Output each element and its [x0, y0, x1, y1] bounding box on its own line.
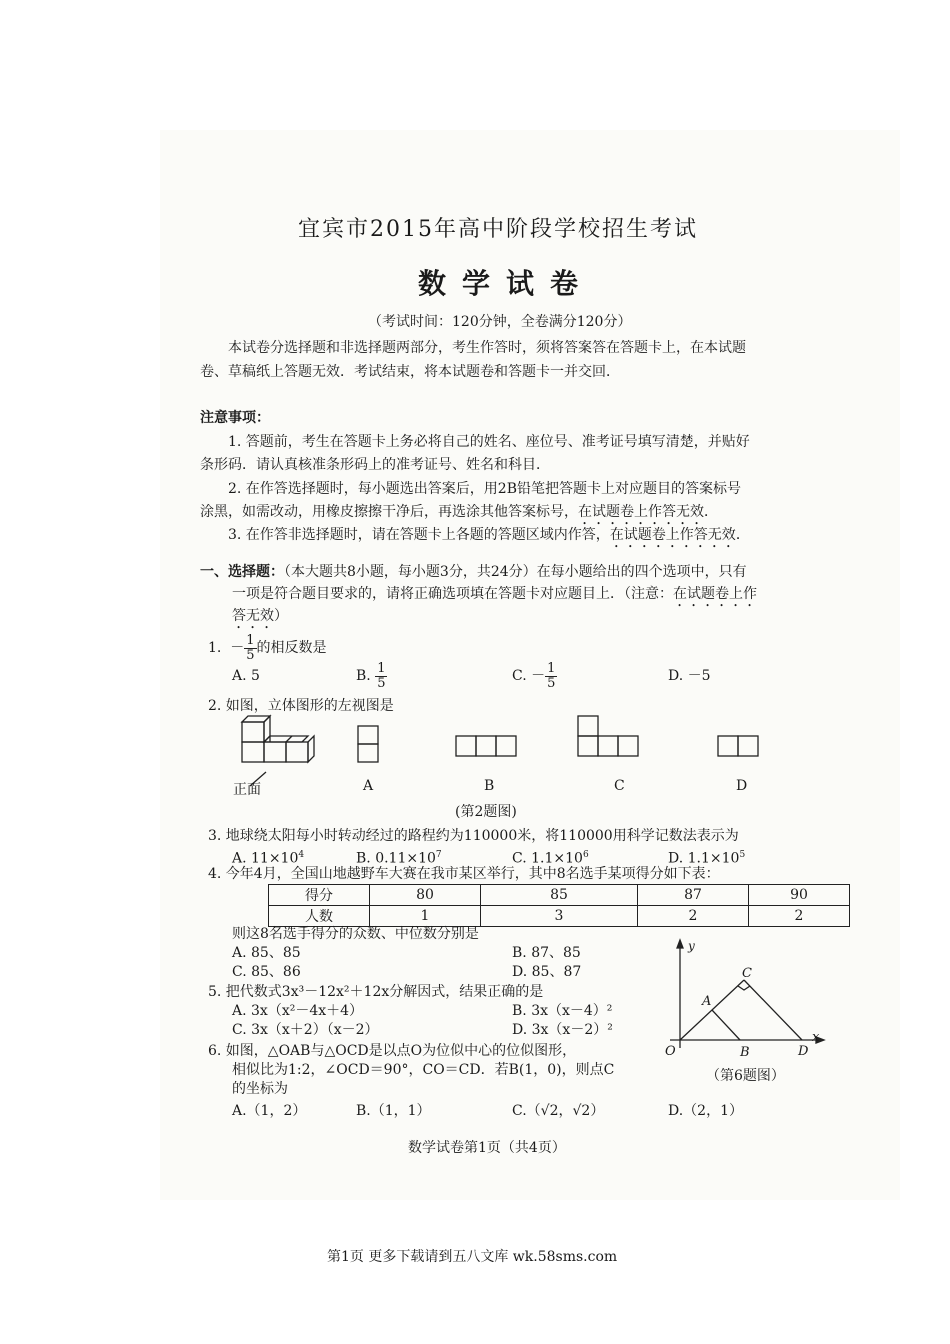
q6-fig-c: C [742, 966, 752, 981]
option-d-view [718, 736, 758, 756]
question-3: 3. 地球绕太阳每小时转动经过的路程约为110000米，将110000用科学记数法表示为 [208, 828, 739, 844]
q6-fig-x: x [812, 1030, 820, 1045]
q1-option-d: D. －5 [668, 668, 711, 684]
table-cell: 85 [481, 885, 638, 906]
y-axis-arrow [677, 940, 683, 948]
q1-fraction: $\frac{1}{5}$ [246, 632, 255, 663]
question-6-line-3: 的坐标为 [232, 1081, 288, 1097]
q6-option-d: D.（2，1） [668, 1103, 743, 1119]
section-1-heading: 一、选择题： [200, 564, 284, 580]
option-a-view [358, 726, 378, 762]
table-cell: 3 [481, 906, 638, 927]
table-cell: 2 [749, 906, 850, 927]
question-4: 4. 今年4月，全国山地越野车大赛在我市某区举行，其中8名选手某项得分如下表： [208, 866, 720, 882]
section-1-line-3: 答无效） [232, 608, 288, 624]
q4-option-a: A. 85、85 [232, 945, 301, 961]
table-cell: 人数 [269, 906, 370, 927]
q3-option-a: A. $11\times 10^4$ [232, 850, 305, 867]
table-cell: 90 [749, 885, 850, 906]
q3-option-b: B. $0.11\times 10^7$ [356, 850, 442, 867]
q2-caption: (第2题图) [455, 804, 517, 820]
q4-question: 则这8名选手得分的众数、中位数分别是 [232, 926, 479, 942]
q6-option-b: B.（1，1） [356, 1103, 431, 1119]
notice-heading: 注意事项： [200, 410, 270, 426]
notice-3-emphasis: 在试题卷上作答无效 [609, 527, 736, 543]
q6-fig-a: A [702, 994, 712, 1009]
q1-option-c: C. － $\frac{1}{5}$ [512, 660, 556, 691]
table-cell: 2 [638, 906, 749, 927]
subject-title: 数学试卷 [418, 267, 595, 300]
table-cell: 1 [370, 906, 481, 927]
q2-option-c: C [614, 778, 625, 794]
table-row [269, 885, 850, 906]
q6-fig-y: y [688, 939, 695, 953]
q2-option-a: A [363, 778, 374, 794]
q2-option-b: B [484, 778, 495, 794]
q1-option-a: A. 5 [232, 668, 260, 684]
download-note: 第1页 更多下载请到五八文库 wk.58sms.com [327, 1249, 618, 1265]
page-number: 数学试卷第1页（共4页） [408, 1140, 566, 1156]
right-angle-mark [738, 986, 750, 990]
segment-ab [712, 1010, 740, 1040]
q1-option-b: B. $\frac{1}{5}$ [356, 660, 386, 691]
q5-option-b: B. 3x（x－4）² [512, 1003, 613, 1019]
q5-option-c: C. 3x（x＋2）（x－2） [232, 1022, 379, 1038]
notice-1-line-2: 条形码．请认真核准条形码上的准考证号、姓名和科目． [200, 457, 550, 473]
section-1-line-1: 一、选择题：（本大题共8小题，每小题3分，共24分）在每小题给出的四个选项中，只有 [200, 564, 747, 580]
q4-option-d: D. 85、87 [512, 964, 582, 980]
q2-option-d: D [736, 778, 748, 794]
q4-score-table [268, 884, 850, 927]
q3-option-d: D. $1.1\times 10^5$ [668, 850, 746, 867]
exam-title: 宜宾市2015年高中阶段学校招生考试 [298, 217, 698, 242]
notice-2-emphasis: 在试题卷上作答无效 [578, 504, 704, 520]
table-cell: 得分 [269, 885, 370, 906]
option-b-view [456, 736, 516, 756]
exam-time: （考试时间：120分钟，全卷满分120分） [368, 314, 632, 330]
question-6-line-1: 6. 如图，△OAB与△OCD是以点O为位似中心的位似图形， [208, 1043, 577, 1059]
q5-option-d: D. 3x（x－2）² [512, 1022, 613, 1038]
notice-2-line-1: 2. 在作答选择题时，每小题选出答案后，用2B铅笔把答题卡上对应题目的答案标号 [228, 481, 742, 497]
q2-front-label: 正面 [233, 782, 261, 798]
q6-fig-d: D [798, 1044, 809, 1059]
q3-option-c: C. $1.1\times 10^6$ [512, 850, 589, 867]
question-5: 5. 把代数式3x³－12x²＋12x分解因式，结果正确的是 [208, 984, 544, 1000]
q4-option-b: B. 87、85 [512, 945, 581, 961]
notice-3-line: 3. 在作答非选择题时，请在答题卡上各题的答题区域内作答，在试题卷上作答无效． [228, 527, 750, 543]
q6-figure [650, 938, 830, 1058]
q4-option-c: C. 85、86 [232, 964, 301, 980]
notice-2-line-2: 涂黑，如需改动，用橡皮擦擦干净后，再选涂其他答案标号，在试题卷上作答无效． [200, 504, 718, 520]
intro-line-2: 卷、草稿纸上答题无效．考试结束，将本试题卷和答题卡一并交回． [200, 364, 620, 380]
intro-line-1: 本试卷分选择题和非选择题两部分，考生作答时，须将答案答在答题卡上，在本试题 [228, 340, 746, 356]
q5-option-a: A. 3x（x²－4x＋4） [232, 1003, 364, 1019]
notice-1-line-1: 1. 答题前，考生在答题卡上务必将自己的姓名、座位号、准考证号填写清楚，并贴好 [228, 434, 750, 450]
section-1-line-2: 一项是符合题目要求的，请将正确选项填在答题卡对应题目上．（注意：在试题卷上作 [232, 586, 757, 602]
q6-option-c: C.（√2，√2） [512, 1103, 605, 1119]
question-1: 1. － $\frac{1}{5}$ 的相反数是 [208, 632, 327, 663]
table-cell: 87 [638, 885, 749, 906]
q6-fig-b: B [740, 1045, 750, 1060]
q6-fig-o: O [665, 1044, 676, 1059]
question-2: 2. 如图，立体图形的左视图是 [208, 698, 394, 714]
q6-option-a: A.（1，2） [232, 1103, 307, 1119]
question-6-line-2: 相似比为1:2，∠OCD＝90°，CO＝CD．若B(1，0)，则点C [232, 1062, 615, 1078]
table-cell: 80 [370, 885, 481, 906]
option-c-view [578, 716, 638, 756]
q6-caption: （第6题图） [706, 1068, 785, 1084]
segment-cd [744, 980, 802, 1040]
cube-solid-figure [242, 716, 314, 786]
